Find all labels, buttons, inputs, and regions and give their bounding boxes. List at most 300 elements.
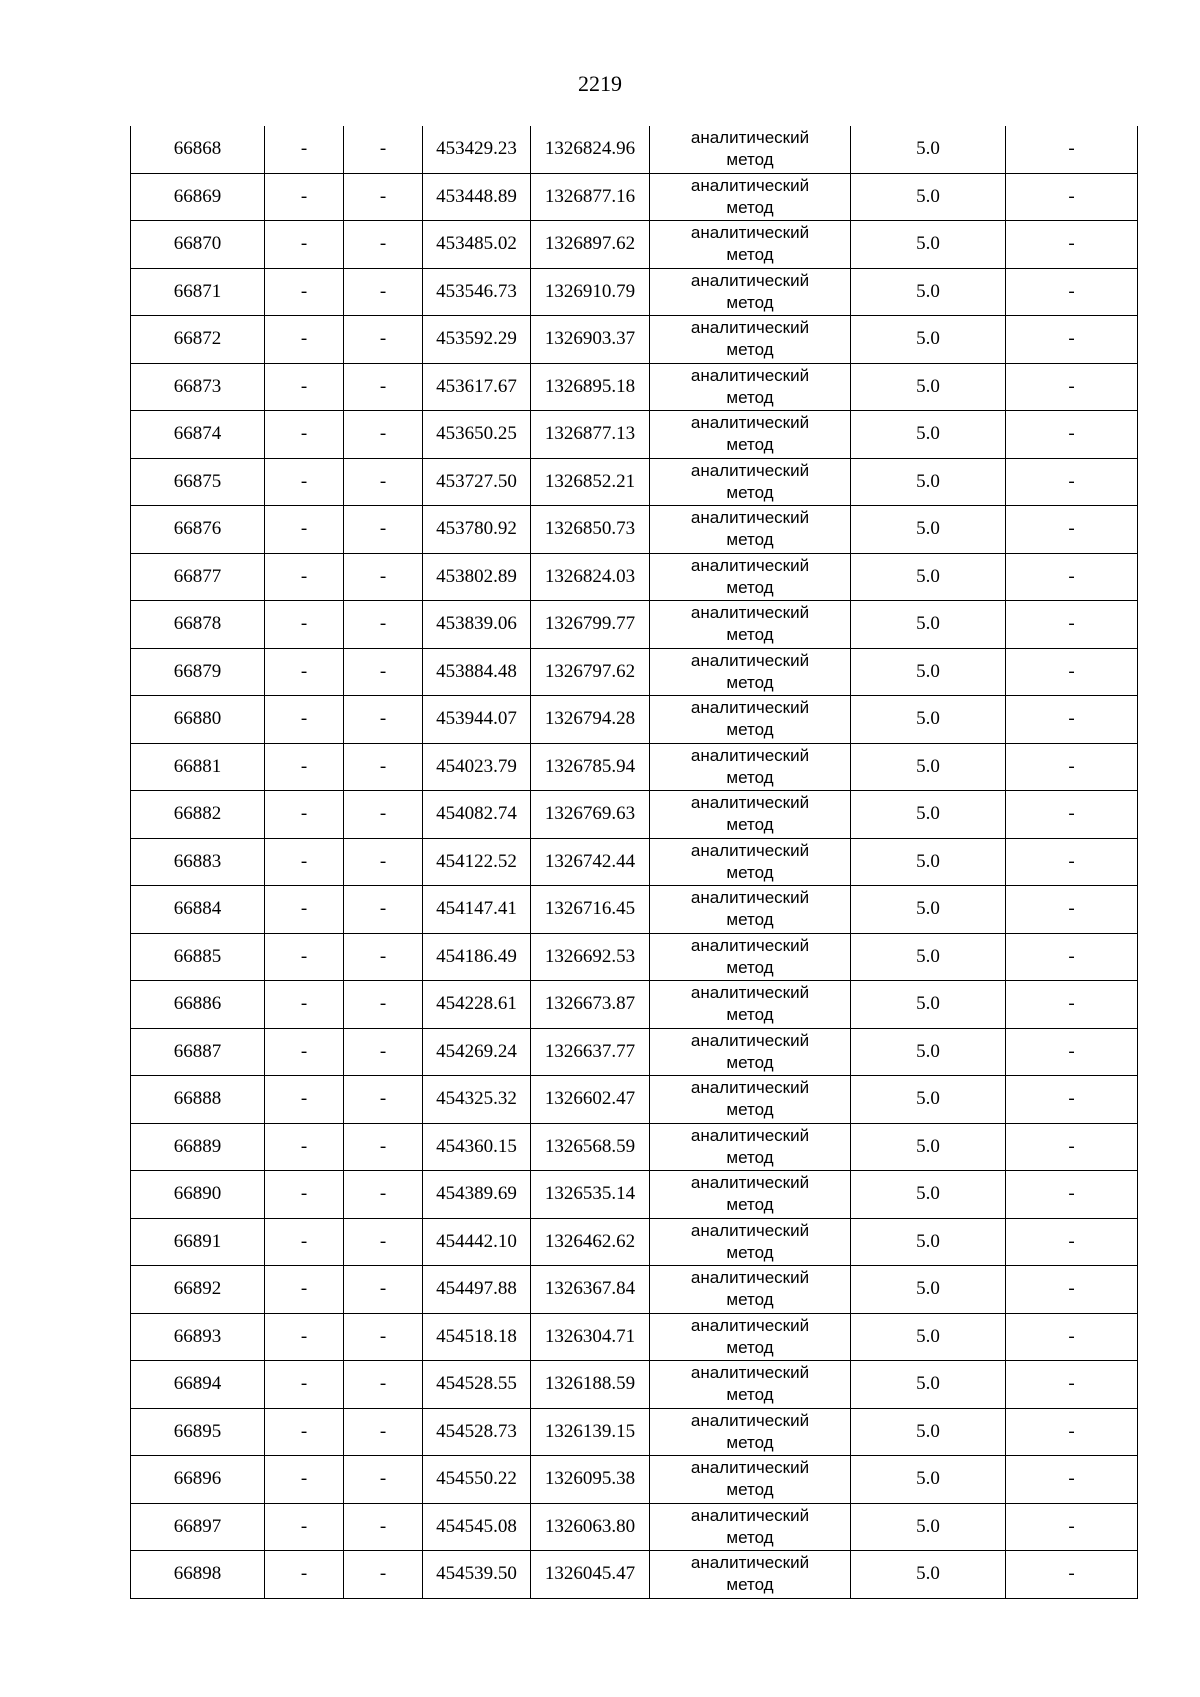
coordinate-x-cell: 454528.73: [423, 1408, 531, 1456]
method-cell: [650, 1456, 851, 1504]
empty-dash-cell: -: [265, 1456, 344, 1504]
method-line-2: метод: [726, 150, 774, 170]
empty-dash-cell: -: [265, 601, 344, 649]
method-line-1: аналитический: [690, 175, 810, 195]
method-cell: [650, 268, 851, 316]
method-line-1: аналитический: [690, 1505, 810, 1525]
coordinate-x-cell: 454528.55: [423, 1361, 531, 1409]
empty-dash-cell: -: [344, 1408, 423, 1456]
coordinate-x-cell: 454360.15: [423, 1123, 531, 1171]
coordinates-table: [130, 126, 1138, 1599]
coordinate-y-cell: 1326850.73: [531, 506, 650, 554]
method-line-2: метод: [726, 767, 774, 787]
method-cell: [650, 363, 851, 411]
coordinate-x-cell: 454269.24: [423, 1028, 531, 1076]
empty-dash-cell: -: [344, 173, 423, 221]
empty-dash-cell: -: [265, 648, 344, 696]
empty-dash-cell: -: [344, 506, 423, 554]
method-line-2: метод: [726, 815, 774, 835]
coordinate-x-cell: 454122.52: [423, 838, 531, 886]
coordinate-x-cell: 454442.10: [423, 1218, 531, 1266]
point-number-cell: 66890: [131, 1171, 265, 1219]
point-number-cell: 66873: [131, 363, 265, 411]
method-line-1: аналитический: [690, 745, 810, 765]
empty-dash-cell: -: [344, 1361, 423, 1409]
empty-dash-cell: -: [1006, 1456, 1138, 1504]
coordinate-x-cell: 453802.89: [423, 553, 531, 601]
coordinate-y-cell: 1326462.62: [531, 1218, 650, 1266]
coordinate-x-cell: 454082.74: [423, 791, 531, 839]
empty-dash-cell: -: [265, 1218, 344, 1266]
empty-dash-cell: -: [1006, 1123, 1138, 1171]
method-cell: [650, 221, 851, 269]
coordinate-y-cell: 1326095.38: [531, 1456, 650, 1504]
empty-dash-cell: -: [1006, 696, 1138, 744]
coordinate-y-cell: 1326568.59: [531, 1123, 650, 1171]
method-cell: [650, 1313, 851, 1361]
method-line-2: метод: [726, 957, 774, 977]
empty-dash-cell: -: [344, 1218, 423, 1266]
table-row: [131, 221, 1138, 269]
empty-dash-cell: -: [265, 886, 344, 934]
empty-dash-cell: -: [265, 553, 344, 601]
point-number-cell: 66871: [131, 268, 265, 316]
coordinate-y-cell: 1326367.84: [531, 1266, 650, 1314]
point-number-cell: 66875: [131, 458, 265, 506]
coordinate-x-cell: 453429.23: [423, 126, 531, 173]
empty-dash-cell: -: [265, 838, 344, 886]
coordinate-y-cell: 1326799.77: [531, 601, 650, 649]
empty-dash-cell: -: [265, 743, 344, 791]
method-cell: [650, 696, 851, 744]
coordinate-x-cell: 454325.32: [423, 1076, 531, 1124]
method-cell: [650, 506, 851, 554]
accuracy-cell: 5.0: [851, 553, 1006, 601]
table-row: [131, 1551, 1138, 1599]
method-line-1: аналитический: [690, 1553, 810, 1573]
empty-dash-cell: -: [1006, 601, 1138, 649]
empty-dash-cell: -: [1006, 1408, 1138, 1456]
method-line-1: аналитический: [690, 270, 810, 290]
accuracy-cell: 5.0: [851, 933, 1006, 981]
coordinate-x-cell: 453617.67: [423, 363, 531, 411]
method-line-2: метод: [726, 340, 774, 360]
empty-dash-cell: -: [344, 981, 423, 1029]
empty-dash-cell: -: [1006, 648, 1138, 696]
coordinate-x-cell: 454389.69: [423, 1171, 531, 1219]
empty-dash-cell: -: [344, 1313, 423, 1361]
empty-dash-cell: -: [1006, 886, 1138, 934]
empty-dash-cell: -: [344, 316, 423, 364]
method-cell: [650, 1076, 851, 1124]
method-line-1: аналитический: [690, 1078, 810, 1098]
method-line-2: метод: [726, 530, 774, 550]
accuracy-cell: 5.0: [851, 411, 1006, 459]
empty-dash-cell: -: [344, 696, 423, 744]
accuracy-cell: 5.0: [851, 1171, 1006, 1219]
coordinate-y-cell: 1326797.62: [531, 648, 650, 696]
coordinate-x-cell: 453727.50: [423, 458, 531, 506]
coordinate-x-cell: 454228.61: [423, 981, 531, 1029]
empty-dash-cell: -: [265, 221, 344, 269]
accuracy-cell: 5.0: [851, 316, 1006, 364]
accuracy-cell: 5.0: [851, 1503, 1006, 1551]
method-line-1: аналитический: [690, 935, 810, 955]
empty-dash-cell: -: [265, 981, 344, 1029]
point-number-cell: 66880: [131, 696, 265, 744]
method-line-2: метод: [726, 482, 774, 502]
table-row: [131, 268, 1138, 316]
method-line-1: аналитический: [690, 128, 810, 148]
method-cell: [650, 126, 851, 173]
method-line-1: аналитический: [690, 888, 810, 908]
coordinate-x-cell: 454550.22: [423, 1456, 531, 1504]
coordinate-y-cell: 1326852.21: [531, 458, 650, 506]
method-cell: [650, 1123, 851, 1171]
method-line-1: аналитический: [690, 983, 810, 1003]
coordinate-y-cell: 1326742.44: [531, 838, 650, 886]
method-cell: [650, 1171, 851, 1219]
empty-dash-cell: -: [1006, 1028, 1138, 1076]
accuracy-cell: 5.0: [851, 838, 1006, 886]
point-number-cell: 66877: [131, 553, 265, 601]
empty-dash-cell: -: [1006, 221, 1138, 269]
method-line-2: метод: [726, 1432, 774, 1452]
empty-dash-cell: -: [344, 268, 423, 316]
empty-dash-cell: -: [265, 458, 344, 506]
empty-dash-cell: -: [1006, 411, 1138, 459]
table-body: [131, 126, 1138, 1598]
empty-dash-cell: -: [265, 1123, 344, 1171]
empty-dash-cell: -: [265, 506, 344, 554]
table-row: [131, 838, 1138, 886]
accuracy-cell: 5.0: [851, 1361, 1006, 1409]
empty-dash-cell: -: [1006, 1361, 1138, 1409]
accuracy-cell: 5.0: [851, 1456, 1006, 1504]
coordinate-y-cell: 1326716.45: [531, 886, 650, 934]
empty-dash-cell: -: [344, 743, 423, 791]
point-number-cell: 66889: [131, 1123, 265, 1171]
empty-dash-cell: -: [1006, 363, 1138, 411]
coordinate-y-cell: 1326824.03: [531, 553, 650, 601]
coordinate-y-cell: 1326910.79: [531, 268, 650, 316]
table-row: [131, 886, 1138, 934]
empty-dash-cell: -: [265, 268, 344, 316]
method-line-2: метод: [726, 387, 774, 407]
table-row: [131, 1456, 1138, 1504]
point-number-cell: 66892: [131, 1266, 265, 1314]
coordinate-y-cell: 1326637.77: [531, 1028, 650, 1076]
coordinate-y-cell: 1326045.47: [531, 1551, 650, 1599]
table-row: [131, 1408, 1138, 1456]
empty-dash-cell: -: [344, 221, 423, 269]
empty-dash-cell: -: [265, 696, 344, 744]
accuracy-cell: 5.0: [851, 458, 1006, 506]
method-line-1: аналитический: [690, 555, 810, 575]
empty-dash-cell: -: [265, 173, 344, 221]
point-number-cell: 66869: [131, 173, 265, 221]
accuracy-cell: 5.0: [851, 743, 1006, 791]
empty-dash-cell: -: [265, 126, 344, 173]
empty-dash-cell: -: [1006, 458, 1138, 506]
coordinate-x-cell: 453592.29: [423, 316, 531, 364]
method-line-2: метод: [726, 1052, 774, 1072]
accuracy-cell: 5.0: [851, 1123, 1006, 1171]
accuracy-cell: 5.0: [851, 886, 1006, 934]
point-number-cell: 66898: [131, 1551, 265, 1599]
coordinate-y-cell: 1326877.13: [531, 411, 650, 459]
empty-dash-cell: -: [344, 933, 423, 981]
method-line-2: метод: [726, 1575, 774, 1595]
point-number-cell: 66870: [131, 221, 265, 269]
table-row: [131, 173, 1138, 221]
table-row: [131, 1076, 1138, 1124]
table-row: [131, 1218, 1138, 1266]
coordinate-x-cell: 454147.41: [423, 886, 531, 934]
empty-dash-cell: -: [1006, 316, 1138, 364]
table-row: [131, 1028, 1138, 1076]
empty-dash-cell: -: [1006, 506, 1138, 554]
method-cell: [650, 1361, 851, 1409]
empty-dash-cell: -: [344, 886, 423, 934]
table-row: [131, 316, 1138, 364]
empty-dash-cell: -: [1006, 1551, 1138, 1599]
coordinate-x-cell: 453448.89: [423, 173, 531, 221]
method-line-2: метод: [726, 1147, 774, 1167]
empty-dash-cell: -: [265, 1361, 344, 1409]
coordinate-x-cell: 453839.06: [423, 601, 531, 649]
method-line-2: метод: [726, 862, 774, 882]
method-line-1: аналитический: [690, 1220, 810, 1240]
method-cell: [650, 601, 851, 649]
coordinate-x-cell: 453944.07: [423, 696, 531, 744]
method-line-2: метод: [726, 1290, 774, 1310]
coordinate-y-cell: 1326692.53: [531, 933, 650, 981]
accuracy-cell: 5.0: [851, 506, 1006, 554]
method-cell: [650, 648, 851, 696]
coordinate-x-cell: 454545.08: [423, 1503, 531, 1551]
method-line-1: аналитический: [690, 1030, 810, 1050]
accuracy-cell: 5.0: [851, 363, 1006, 411]
table-row: [131, 648, 1138, 696]
method-cell: [650, 791, 851, 839]
coordinate-x-cell: 453546.73: [423, 268, 531, 316]
method-line-1: аналитический: [690, 365, 810, 385]
empty-dash-cell: -: [1006, 1171, 1138, 1219]
empty-dash-cell: -: [265, 791, 344, 839]
accuracy-cell: 5.0: [851, 1218, 1006, 1266]
point-number-cell: 66868: [131, 126, 265, 173]
table-row: [131, 506, 1138, 554]
point-number-cell: 66876: [131, 506, 265, 554]
coordinate-y-cell: 1326877.16: [531, 173, 650, 221]
method-cell: [650, 1408, 851, 1456]
point-number-cell: 66888: [131, 1076, 265, 1124]
empty-dash-cell: -: [1006, 1218, 1138, 1266]
empty-dash-cell: -: [265, 1503, 344, 1551]
method-line-2: метод: [726, 720, 774, 740]
accuracy-cell: 5.0: [851, 1313, 1006, 1361]
empty-dash-cell: -: [265, 1028, 344, 1076]
method-line-1: аналитический: [690, 508, 810, 528]
empty-dash-cell: -: [265, 1171, 344, 1219]
empty-dash-cell: -: [344, 601, 423, 649]
table-row: [131, 411, 1138, 459]
method-line-2: метод: [726, 672, 774, 692]
empty-dash-cell: -: [1006, 1076, 1138, 1124]
empty-dash-cell: -: [344, 1123, 423, 1171]
method-line-2: метод: [726, 577, 774, 597]
page-number: 2219: [578, 71, 622, 96]
coordinate-y-cell: 1326304.71: [531, 1313, 650, 1361]
accuracy-cell: 5.0: [851, 648, 1006, 696]
method-line-2: метод: [726, 910, 774, 930]
point-number-cell: 66891: [131, 1218, 265, 1266]
empty-dash-cell: -: [344, 363, 423, 411]
empty-dash-cell: -: [1006, 838, 1138, 886]
accuracy-cell: 5.0: [851, 696, 1006, 744]
empty-dash-cell: -: [265, 1551, 344, 1599]
table-row: [131, 363, 1138, 411]
empty-dash-cell: -: [265, 363, 344, 411]
coordinate-x-cell: 453485.02: [423, 221, 531, 269]
coordinate-x-cell: 453884.48: [423, 648, 531, 696]
method-line-1: аналитический: [690, 840, 810, 860]
method-cell: [650, 886, 851, 934]
empty-dash-cell: -: [344, 458, 423, 506]
point-number-cell: 66874: [131, 411, 265, 459]
method-cell: [650, 316, 851, 364]
point-number-cell: 66884: [131, 886, 265, 934]
empty-dash-cell: -: [265, 1076, 344, 1124]
coordinate-y-cell: 1326897.62: [531, 221, 650, 269]
coordinate-y-cell: 1326769.63: [531, 791, 650, 839]
method-line-1: аналитический: [690, 1315, 810, 1335]
coordinate-y-cell: 1326602.47: [531, 1076, 650, 1124]
method-line-2: метод: [726, 245, 774, 265]
method-cell: [650, 411, 851, 459]
method-cell: [650, 1266, 851, 1314]
method-line-2: метод: [726, 197, 774, 217]
accuracy-cell: 5.0: [851, 1408, 1006, 1456]
empty-dash-cell: -: [344, 126, 423, 173]
empty-dash-cell: -: [1006, 1266, 1138, 1314]
empty-dash-cell: -: [344, 1503, 423, 1551]
coordinate-x-cell: 454518.18: [423, 1313, 531, 1361]
empty-dash-cell: -: [344, 411, 423, 459]
point-number-cell: 66883: [131, 838, 265, 886]
accuracy-cell: 5.0: [851, 1076, 1006, 1124]
method-line-2: метод: [726, 625, 774, 645]
empty-dash-cell: -: [265, 933, 344, 981]
method-line-1: аналитический: [690, 1410, 810, 1430]
point-number-cell: 66896: [131, 1456, 265, 1504]
accuracy-cell: 5.0: [851, 126, 1006, 173]
table-row: [131, 458, 1138, 506]
point-number-cell: 66879: [131, 648, 265, 696]
method-line-1: аналитический: [690, 1458, 810, 1478]
method-line-2: метод: [726, 1100, 774, 1120]
coordinate-y-cell: 1326794.28: [531, 696, 650, 744]
method-line-2: метод: [726, 1480, 774, 1500]
empty-dash-cell: -: [265, 1313, 344, 1361]
method-line-1: аналитический: [690, 1268, 810, 1288]
empty-dash-cell: -: [344, 1551, 423, 1599]
point-number-cell: 66887: [131, 1028, 265, 1076]
point-number-cell: 66895: [131, 1408, 265, 1456]
table-row: [131, 601, 1138, 649]
empty-dash-cell: -: [344, 1266, 423, 1314]
coordinate-y-cell: 1326535.14: [531, 1171, 650, 1219]
method-line-1: аналитический: [690, 793, 810, 813]
method-cell: [650, 1503, 851, 1551]
table-row: [131, 1313, 1138, 1361]
coordinate-y-cell: 1326139.15: [531, 1408, 650, 1456]
accuracy-cell: 5.0: [851, 268, 1006, 316]
empty-dash-cell: -: [1006, 981, 1138, 1029]
coordinate-x-cell: 453780.92: [423, 506, 531, 554]
table-row: [131, 1171, 1138, 1219]
table-row: [131, 1266, 1138, 1314]
empty-dash-cell: -: [344, 1076, 423, 1124]
coordinate-y-cell: 1326188.59: [531, 1361, 650, 1409]
table-row: [131, 981, 1138, 1029]
point-number-cell: 66893: [131, 1313, 265, 1361]
method-line-2: метод: [726, 435, 774, 455]
empty-dash-cell: -: [344, 553, 423, 601]
method-line-2: метод: [726, 1527, 774, 1547]
accuracy-cell: 5.0: [851, 1551, 1006, 1599]
accuracy-cell: 5.0: [851, 221, 1006, 269]
empty-dash-cell: -: [344, 1028, 423, 1076]
point-number-cell: 66894: [131, 1361, 265, 1409]
method-line-2: метод: [726, 1195, 774, 1215]
coordinate-y-cell: 1326673.87: [531, 981, 650, 1029]
method-line-2: метод: [726, 292, 774, 312]
point-number-cell: 66897: [131, 1503, 265, 1551]
coordinate-x-cell: 454539.50: [423, 1551, 531, 1599]
table-row: [131, 933, 1138, 981]
empty-dash-cell: -: [344, 1456, 423, 1504]
coordinate-y-cell: 1326063.80: [531, 1503, 650, 1551]
empty-dash-cell: -: [265, 316, 344, 364]
point-number-cell: 66886: [131, 981, 265, 1029]
empty-dash-cell: -: [265, 1266, 344, 1314]
empty-dash-cell: -: [1006, 1313, 1138, 1361]
method-cell: [650, 173, 851, 221]
method-line-1: аналитический: [690, 223, 810, 243]
empty-dash-cell: -: [265, 1408, 344, 1456]
point-number-cell: 66882: [131, 791, 265, 839]
method-line-2: метод: [726, 1005, 774, 1025]
empty-dash-cell: -: [265, 411, 344, 459]
table-row: [131, 1503, 1138, 1551]
coordinate-y-cell: 1326903.37: [531, 316, 650, 364]
method-cell: [650, 838, 851, 886]
empty-dash-cell: -: [1006, 1503, 1138, 1551]
method-line-1: аналитический: [690, 413, 810, 433]
method-cell: [650, 1551, 851, 1599]
empty-dash-cell: -: [344, 838, 423, 886]
coordinate-y-cell: 1326824.96: [531, 126, 650, 173]
method-line-1: аналитический: [690, 460, 810, 480]
point-number-cell: 66872: [131, 316, 265, 364]
coordinate-y-cell: 1326785.94: [531, 743, 650, 791]
empty-dash-cell: -: [1006, 126, 1138, 173]
empty-dash-cell: -: [344, 648, 423, 696]
empty-dash-cell: -: [1006, 553, 1138, 601]
method-line-1: аналитический: [690, 698, 810, 718]
